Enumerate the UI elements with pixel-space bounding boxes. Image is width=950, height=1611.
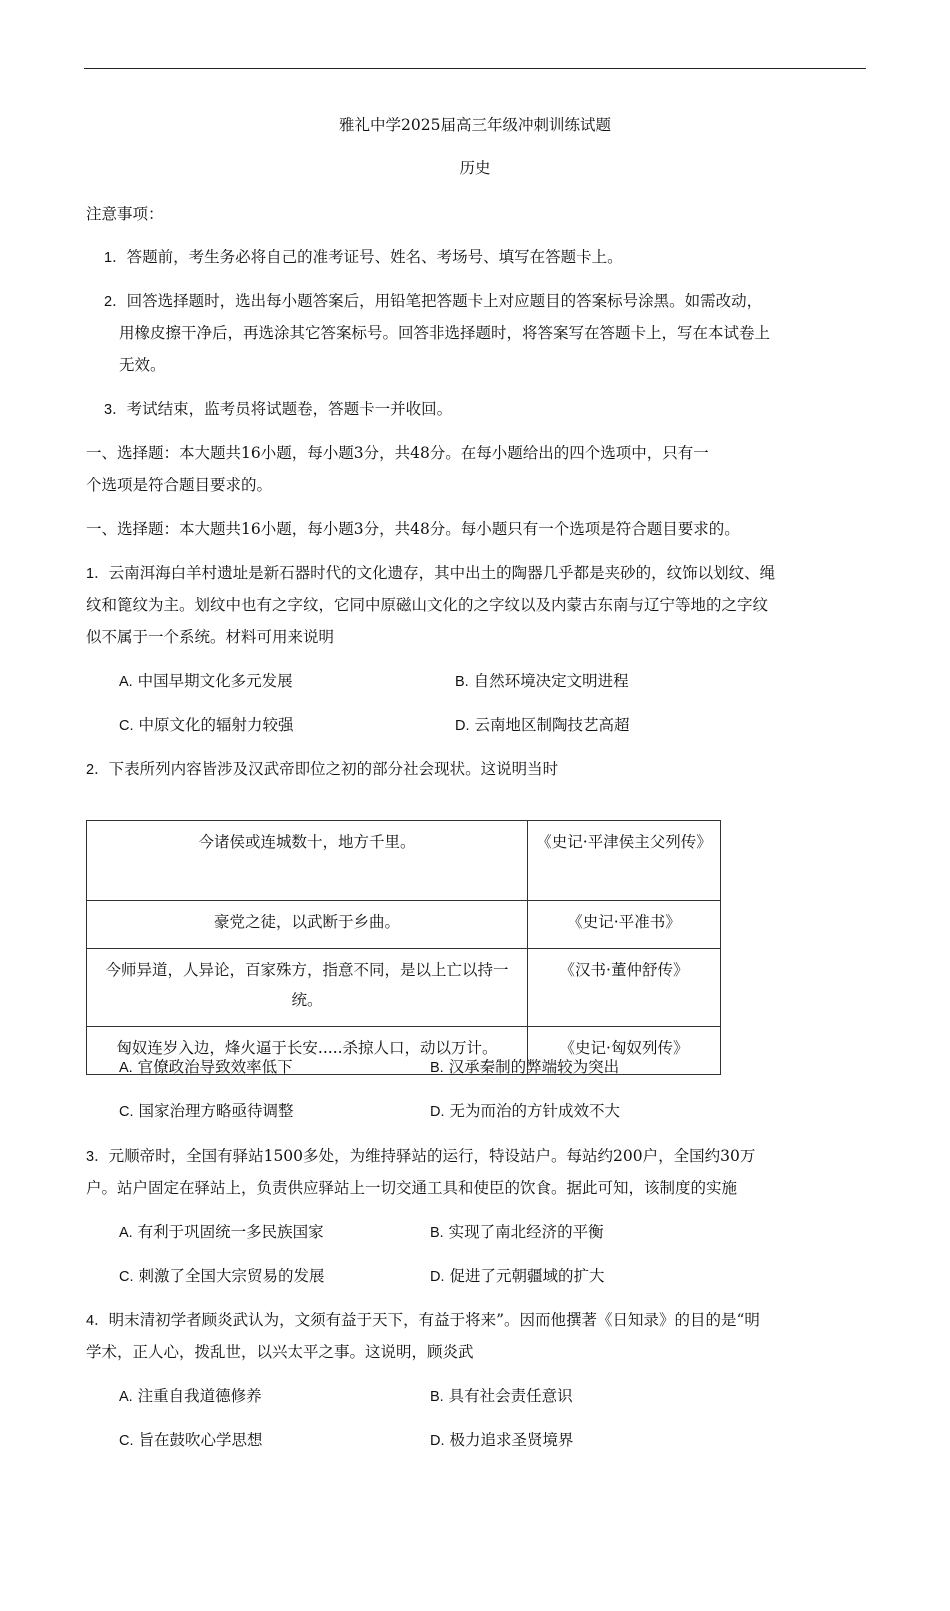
notice-item-number: 1． xyxy=(104,250,127,266)
option-text: 注重自我道德修养 xyxy=(137,1387,262,1405)
notice-item-2 xyxy=(104,290,762,313)
section-intro-repeat: 一、选择题：本大题共16小题，每小题3分，共48分。每小题只有一个选项是符合题目要求的。 xyxy=(86,520,740,538)
option-text: 极力追求圣贤境界 xyxy=(449,1431,574,1449)
question-4-option-b xyxy=(430,1385,573,1408)
option-letter: A. xyxy=(119,1225,133,1241)
notice-item-text: 答题前，考生务必将自己的准考证号、姓名、考场号、填写在答题卡上。 xyxy=(126,248,623,266)
table-cell-source: 《史记·平准书》 xyxy=(528,901,721,949)
question-3-option-a xyxy=(119,1221,324,1244)
question-2-stem xyxy=(86,758,558,781)
question-1-option-c xyxy=(119,714,293,737)
table-cell-content: 今诸侯或连城数十，地方千里。 xyxy=(87,821,528,901)
option-text: 促进了元朝疆域的扩大 xyxy=(449,1267,605,1285)
notice-item-text: 考试结束，监考员将试题卷，答题卡一并收回。 xyxy=(126,400,453,418)
option-letter: A. xyxy=(119,1060,133,1076)
option-text: 刺激了全国大宗贸易的发展 xyxy=(138,1267,325,1285)
notice-item-number: 3． xyxy=(104,402,127,418)
question-number: 2． xyxy=(86,762,109,778)
question-1-stem-line-1 xyxy=(86,562,775,585)
question-4-option-a xyxy=(119,1385,262,1408)
option-letter: C. xyxy=(119,1104,134,1120)
question-1-option-d xyxy=(455,714,629,737)
question-number: 3． xyxy=(86,1149,109,1165)
option-letter: D. xyxy=(455,718,470,734)
table-cell-content: 豪党之徒，以武断于乡曲。 xyxy=(87,901,528,949)
option-letter: A. xyxy=(119,1389,133,1405)
option-letter: D. xyxy=(430,1104,445,1120)
option-letter: B. xyxy=(455,674,469,690)
notice-item-2-line-2: 用橡皮擦干净后，再选涂其它答案标号。回答非选择题时，将答案写在答题卡上，写在本试卷上 xyxy=(119,324,771,342)
option-text: 自然环境决定文明进程 xyxy=(473,672,629,690)
option-letter: B. xyxy=(430,1225,444,1241)
notice-heading: 注意事项： xyxy=(86,205,164,223)
table-row xyxy=(87,901,721,949)
table-cell-source: 《史记·平津侯主父列传》 xyxy=(528,821,721,901)
header-rule xyxy=(84,68,866,69)
question-3-stem-line-2: 户。站户固定在驿站上，负责供应驿站上一切交通工具和使臣的饮食。据此可知，该制度的实施 xyxy=(86,1179,738,1197)
question-1-option-b xyxy=(455,670,629,693)
question-3-option-d xyxy=(430,1265,604,1288)
question-2-option-d xyxy=(430,1100,620,1123)
question-4-option-c xyxy=(119,1429,262,1452)
question-4-stem-line-1 xyxy=(86,1309,760,1332)
question-1-option-a xyxy=(119,670,293,693)
option-text: 实现了南北经济的平衡 xyxy=(448,1223,604,1241)
option-letter: B. xyxy=(430,1060,444,1076)
question-2-option-b xyxy=(430,1056,619,1079)
table-cell-source: 《史记·匈奴列传》 xyxy=(528,1027,721,1075)
option-letter: D. xyxy=(430,1269,445,1285)
option-letter: C. xyxy=(119,1269,134,1285)
exam-title: 雅礼中学2025届高三年级冲刺训练试题 xyxy=(339,116,611,134)
question-2-option-c xyxy=(119,1100,293,1123)
table-cell-content: 匈奴连岁入边，烽火逼于长安.....杀掠人口，动以万计。 xyxy=(87,1027,528,1075)
question-text: 云南洱海白羊村遗址是新石器时代的文化遗存，其中出土的陶器几乎都是夹砂的，纹饰以划纹、绳 xyxy=(108,564,776,582)
notice-item-text: 回答选择题时，选出每小题答案后，用铅笔把答题卡上对应题目的答案标号涂黑。如需改动， xyxy=(126,292,763,310)
question-number: 4． xyxy=(86,1313,109,1329)
option-letter: C. xyxy=(119,1433,134,1449)
option-letter: B. xyxy=(430,1389,444,1405)
option-text: 旨在鼓吹心学思想 xyxy=(138,1431,263,1449)
subject-title: 历史 xyxy=(459,159,491,177)
section-intro-line-2: 个选项是符合题目要求的。 xyxy=(86,476,273,494)
question-number: 1． xyxy=(86,566,109,582)
notice-item-1 xyxy=(104,246,623,269)
option-text: 中国早期文化多元发展 xyxy=(137,672,293,690)
option-text: 汉承秦制的弊端较为突出 xyxy=(448,1058,620,1076)
question-2-option-a xyxy=(119,1056,293,1079)
table-row xyxy=(87,949,721,1027)
section-intro-line-1: 一、选择题：本大题共16小题，每小题3分，共48分。在每小题给出的四个选项中，只有一 xyxy=(86,444,709,462)
option-letter: A. xyxy=(119,674,133,690)
notice-item-number: 2． xyxy=(104,294,127,310)
notice-item-2-line-3: 无效。 xyxy=(119,356,166,374)
question-3-stem-line-1 xyxy=(86,1145,755,1168)
question-3-option-b xyxy=(430,1221,604,1244)
table-cell-source: 《汉书·董仲舒传》 xyxy=(528,949,721,1027)
option-text: 官僚政治导致效率低下 xyxy=(137,1058,293,1076)
option-text: 国家治理方略亟待调整 xyxy=(138,1102,294,1120)
option-letter: D. xyxy=(430,1433,445,1449)
question-4-option-d xyxy=(430,1429,573,1452)
question-1-stem-line-2: 纹和篦纹为主。划纹中也有之字纹，它同中原磁山文化的之字纹以及内蒙古东南与辽宁等地的之字纹 xyxy=(86,596,769,614)
question-text: 下表所列内容皆涉及汉武帝即位之初的部分社会现状。这说明当时 xyxy=(108,760,559,778)
question-text: 明末清初学者顾炎武认为，文须有益于天下，有益于将来”。因而他撰著《日知录》的目的是“明 xyxy=(108,1311,760,1329)
question-4-stem-line-2: 学术，正人心，拨乱世，以兴太平之事。这说明，顾炎武 xyxy=(86,1343,474,1361)
source-table xyxy=(86,820,721,1075)
option-letter: C. xyxy=(119,718,134,734)
question-text: 元顺帝时，全国有驿站1500多处，为维持驿站的运行，特设站户。每站约200户，全国约30万 xyxy=(108,1147,756,1165)
notice-item-3 xyxy=(104,398,452,421)
option-text: 无为而治的方针成效不大 xyxy=(449,1102,620,1120)
table-row xyxy=(87,821,721,901)
option-text: 云南地区制陶技艺高超 xyxy=(474,716,630,734)
option-text: 中原文化的辐射力较强 xyxy=(138,716,294,734)
option-text: 具有社会责任意识 xyxy=(448,1387,573,1405)
option-text: 有利于巩固统一多民族国家 xyxy=(137,1223,324,1241)
question-3-option-c xyxy=(119,1265,324,1288)
table-cell-content: 今师异道，人异论，百家殊方，指意不同，是以上亡以持一统。 xyxy=(87,949,528,1027)
question-1-stem-line-3: 似不属于一个系统。材料可用来说明 xyxy=(86,628,335,646)
